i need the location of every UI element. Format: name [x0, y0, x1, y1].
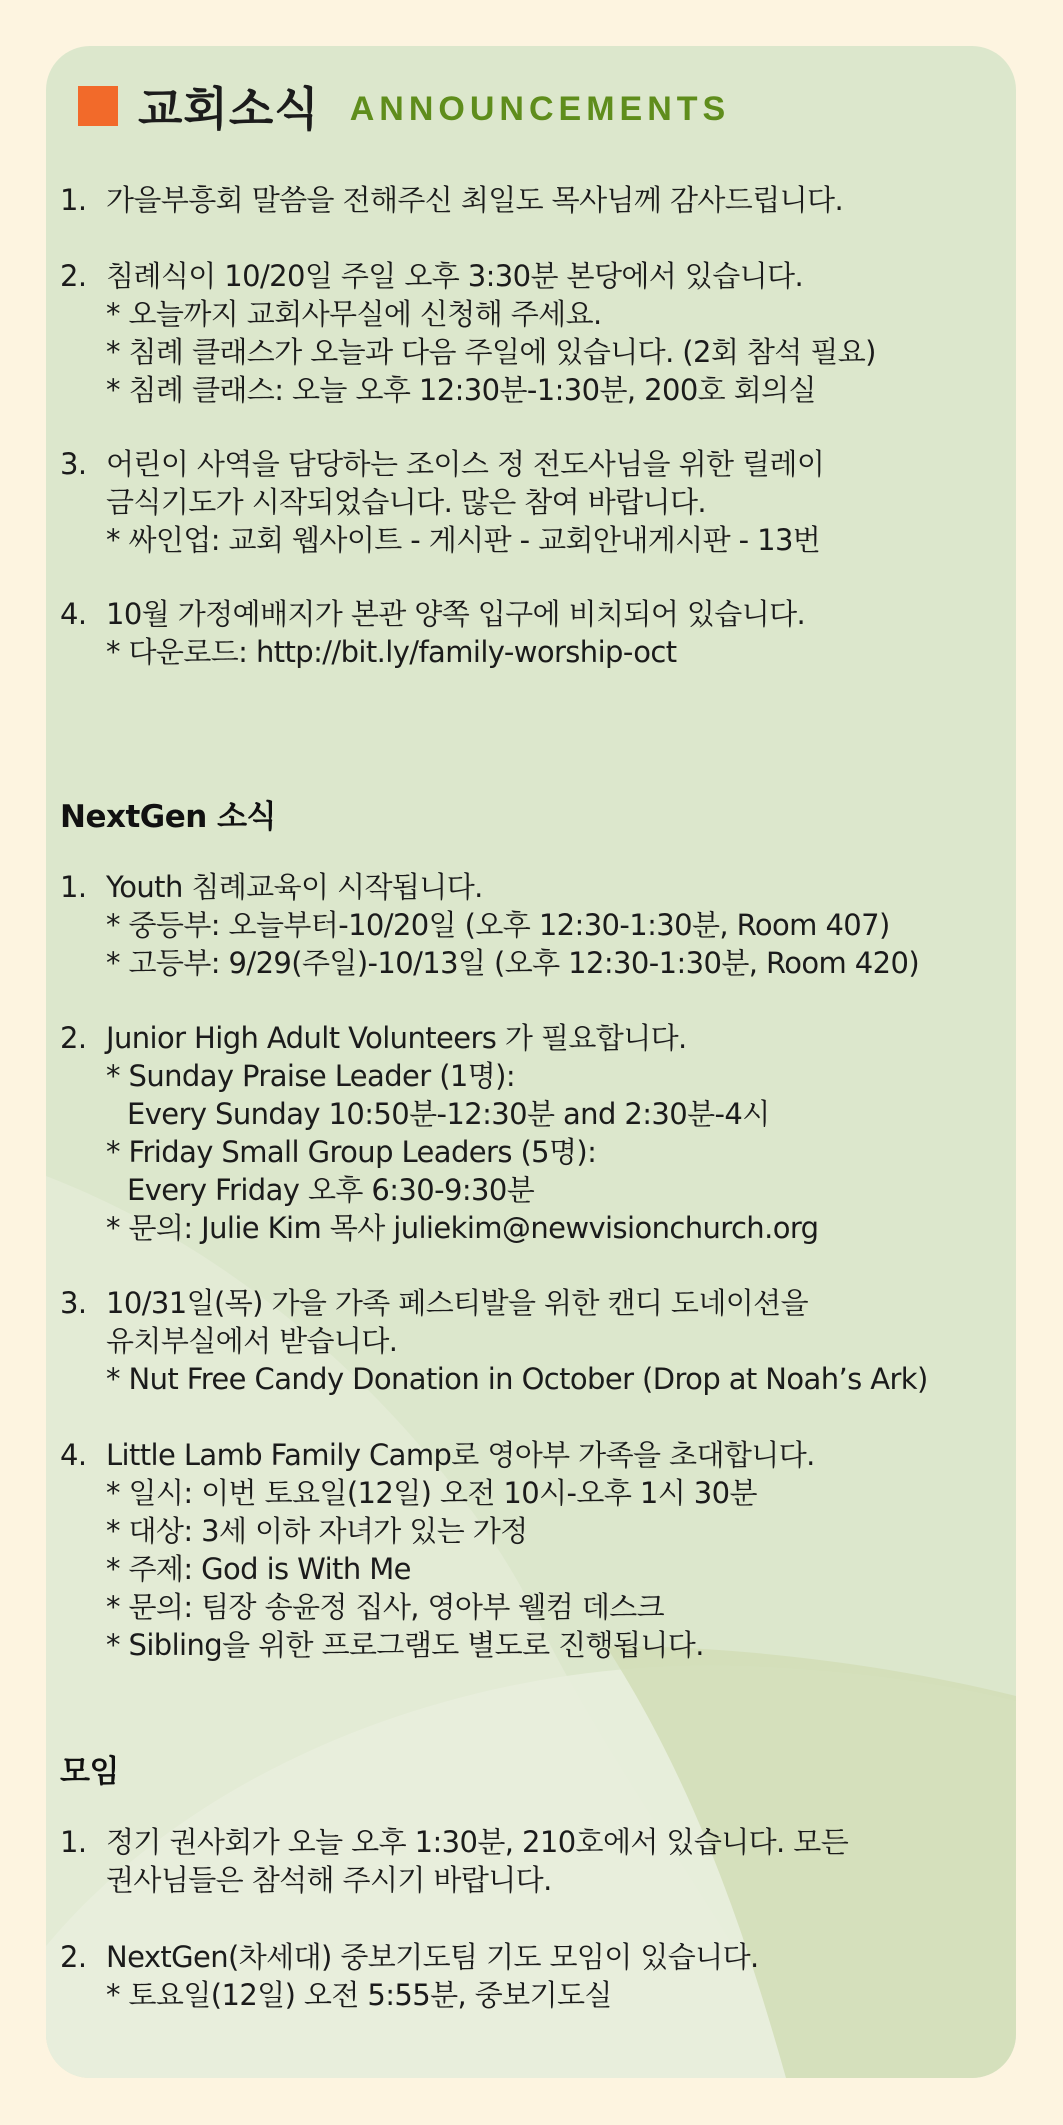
item-subline: * 침례 클래스가 오늘과 다음 주일에 있습니다. (2회 참석 필요): [106, 335, 876, 369]
announcement-item-3: [60, 445, 1010, 559]
item-subline: Every Friday 오후 6:30-9:30분: [127, 1173, 535, 1207]
nextgen-item-3: [60, 1284, 1010, 1398]
item-subline: * 중등부: 오늘부터-10/20일 (오후 12:30-1:30분, Room 407): [106, 908, 890, 942]
item-subline: * 주제: God is With Me: [106, 1552, 411, 1586]
item-subline: * 문의: 팀장 송윤정 집사, 영아부 웰컴 데스크: [106, 1590, 665, 1624]
panel-content: [46, 46, 1016, 2078]
announcement-item-1: [60, 181, 1010, 219]
item-number: 1.: [60, 183, 87, 217]
item-subline: * 대상: 3세 이하 자녀가 있는 가정: [106, 1514, 528, 1548]
item-text-continued: 유치부실에서 받습니다.: [106, 1324, 398, 1358]
panel-header: [78, 76, 730, 136]
item-text: 침례식이 10/20일 주일 오후 3:30분 본당에서 있습니다.: [106, 259, 804, 293]
contact-email[interactable]: * 문의: Julie Kim 목사 juliekim@newvisionchurch.org: [106, 1211, 819, 1245]
item-number: 1.: [60, 870, 87, 904]
item-subline: * 싸인업: 교회 웹사이트 - 게시판 - 교회안내게시판 - 13번: [106, 523, 821, 557]
item-number: 2.: [60, 1940, 87, 1974]
item-subline: * 고등부: 9/29(주일)-10/13일 (오후 12:30-1:30분, Room 420): [106, 946, 920, 980]
announcement-item-2: [60, 257, 1010, 409]
item-number: 3.: [60, 447, 87, 481]
item-number: 4.: [60, 597, 87, 631]
item-subline: * Sunday Praise Leader (1명):: [106, 1059, 516, 1093]
item-text: 10월 가정예배지가 본관 양쪽 입구에 비치되어 있습니다.: [106, 597, 806, 631]
item-subline: * 오늘까지 교회사무실에 신청해 주세요.: [106, 297, 602, 331]
nextgen-item-2: [60, 1019, 1010, 1247]
item-subline: * Nut Free Candy Donation in October (Drop at Noah’s Ark): [106, 1362, 928, 1396]
item-subline: Every Sunday 10:50분-12:30분 and 2:30분-4시: [127, 1097, 770, 1131]
meeting-item-2: [60, 1938, 1010, 2014]
download-link[interactable]: * 다운로드: http://bit.ly/family-worship-oct: [106, 635, 677, 669]
nextgen-item-1: [60, 868, 1010, 982]
item-text: 가을부흥회 말씀을 전해주신 최일도 목사님께 감사드립니다.: [106, 183, 844, 217]
item-subline: * Sibling을 위한 프로그램도 별도로 진행됩니다.: [106, 1628, 704, 1662]
nextgen-section-title: NextGen 소식: [60, 799, 277, 835]
item-text: 어린이 사역을 담당하는 조이스 정 전도사님을 위한 릴레이: [106, 447, 825, 481]
item-text: NextGen(차세대) 중보기도팀 기도 모임이 있습니다.: [106, 1940, 759, 1974]
item-text-continued: 권사님들은 참석해 주시기 바랍니다.: [106, 1863, 552, 1897]
item-text-continued: 금식기도가 시작되었습니다. 많은 참여 바랍니다.: [106, 485, 706, 519]
item-number: 1.: [60, 1825, 87, 1859]
item-text: Little Lamb Family Camp로 영아부 가족을 초대합니다.: [106, 1438, 815, 1472]
item-number: 4.: [60, 1438, 87, 1472]
item-subline: * 침례 클래스: 오늘 오후 12:30분-1:30분, 200호 회의실: [106, 373, 816, 407]
item-text: Junior High Adult Volunteers 가 필요합니다.: [106, 1021, 687, 1055]
item-text: Youth 침례교육이 시작됩니다.: [106, 870, 483, 904]
title-korean: 교회소식: [138, 82, 320, 136]
item-number: 2.: [60, 259, 87, 293]
accent-square-icon: [78, 86, 118, 126]
title-english: ANNOUNCEMENTS: [349, 89, 731, 128]
item-number: 3.: [60, 1286, 87, 1320]
announcement-item-4: [60, 595, 1010, 671]
nextgen-item-4: [60, 1436, 1010, 1664]
meetings-section-title: 모임: [60, 1754, 119, 1790]
meeting-item-1: [60, 1823, 1010, 1899]
item-text: 정기 권사회가 오늘 오후 1:30분, 210호에서 있습니다. 모든: [106, 1825, 849, 1859]
announcements-panel: [46, 46, 1016, 2078]
item-subline: * 토요일(12일) 오전 5:55분, 중보기도실: [106, 1978, 612, 2012]
item-number: 2.: [60, 1021, 87, 1055]
item-subline: * Friday Small Group Leaders (5명):: [106, 1135, 597, 1169]
item-subline: * 일시: 이번 토요일(12일) 오전 10시-오후 1시 30분: [106, 1476, 757, 1510]
item-text: 10/31일(목) 가을 가족 페스티발을 위한 캔디 도네이션을: [106, 1286, 808, 1320]
